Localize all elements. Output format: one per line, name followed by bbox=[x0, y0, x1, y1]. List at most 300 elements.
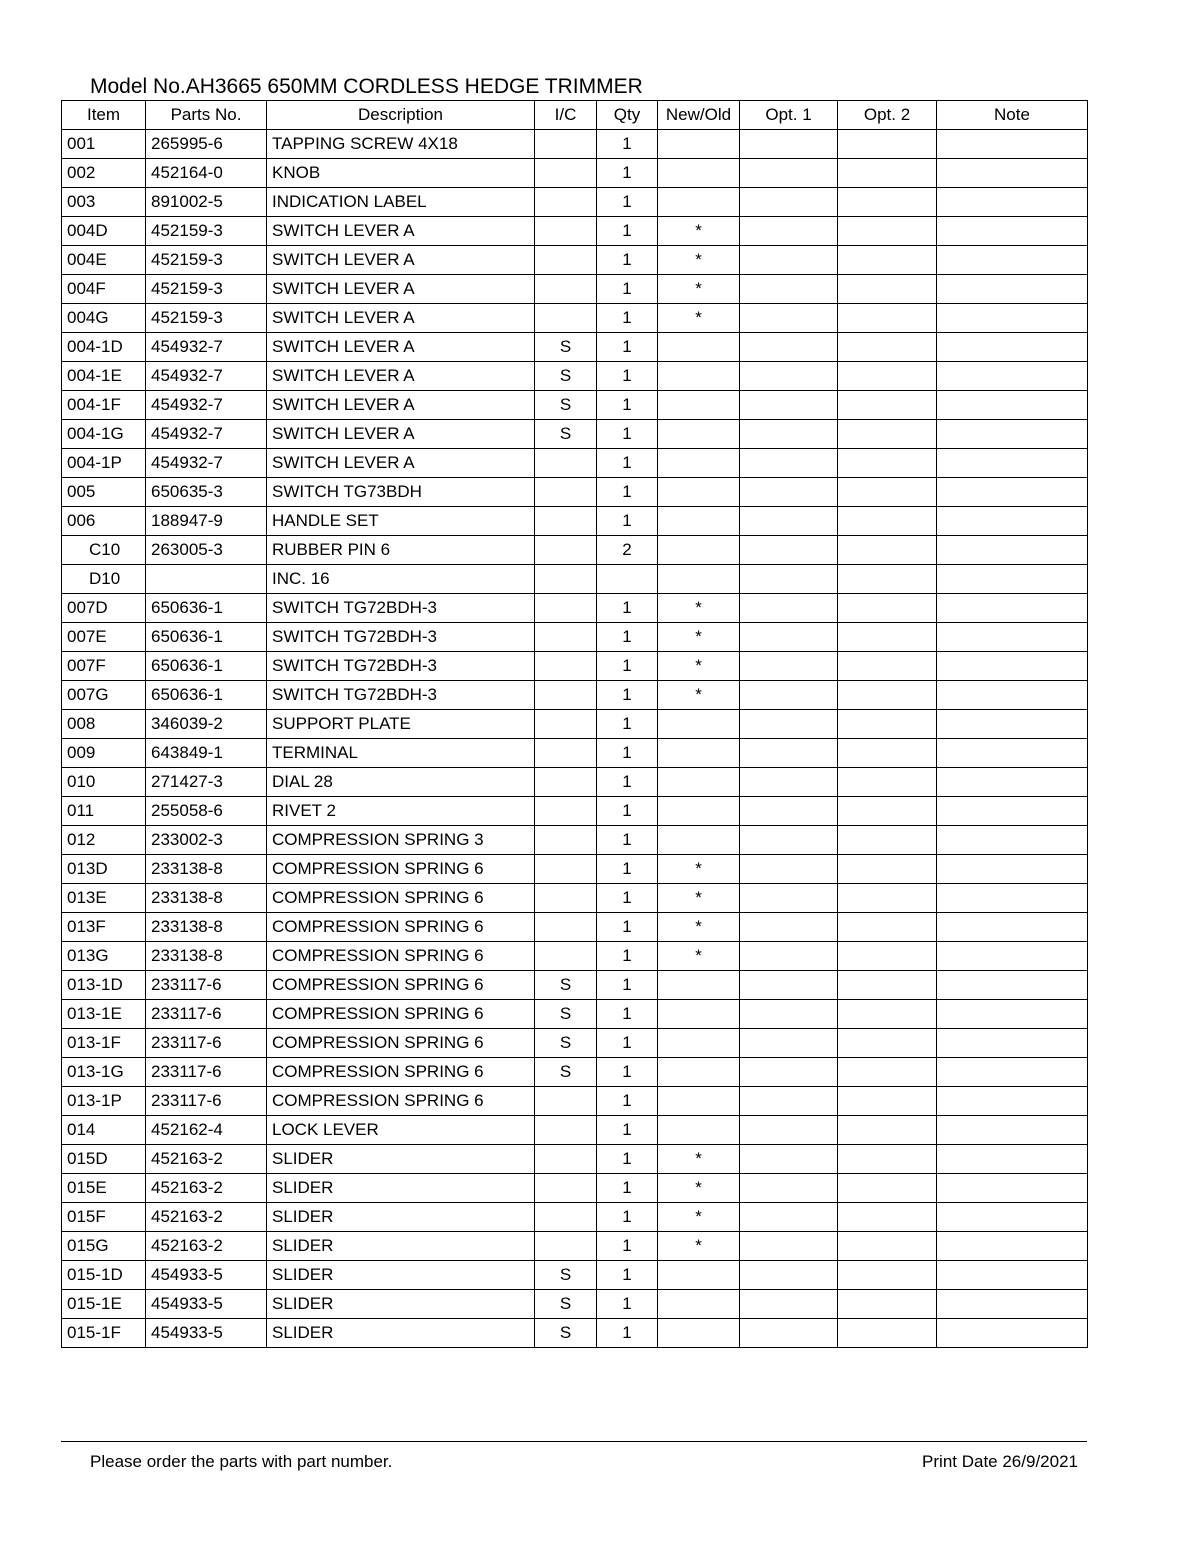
note-cell bbox=[937, 275, 1088, 304]
note-cell bbox=[937, 565, 1088, 594]
note-cell bbox=[937, 536, 1088, 565]
table-row bbox=[62, 826, 1088, 855]
qty-cell: 1 bbox=[597, 652, 658, 681]
qty-cell: 1 bbox=[597, 797, 658, 826]
description-cell: SWITCH LEVER A bbox=[267, 217, 535, 246]
ic-cell bbox=[535, 710, 597, 739]
table-row bbox=[62, 1000, 1088, 1029]
opt1-cell bbox=[740, 1174, 838, 1203]
description-cell: SLIDER bbox=[267, 1290, 535, 1319]
parts-no-cell: 891002-5 bbox=[146, 188, 267, 217]
item-cell: 004-1G bbox=[62, 420, 146, 449]
new-old-cell bbox=[658, 826, 740, 855]
table-row bbox=[62, 652, 1088, 681]
description-cell: SWITCH LEVER A bbox=[267, 304, 535, 333]
ic-cell: S bbox=[535, 333, 597, 362]
opt2-cell bbox=[838, 623, 937, 652]
parts-no-cell: 233138-8 bbox=[146, 855, 267, 884]
item-cell: 004D bbox=[62, 217, 146, 246]
opt2-cell bbox=[838, 1029, 937, 1058]
table-row bbox=[62, 217, 1088, 246]
qty-cell: 1 bbox=[597, 449, 658, 478]
opt1-cell bbox=[740, 1145, 838, 1174]
opt1-cell bbox=[740, 826, 838, 855]
opt2-cell bbox=[838, 246, 937, 275]
opt1-cell bbox=[740, 1087, 838, 1116]
item-cell: 008 bbox=[62, 710, 146, 739]
opt2-cell bbox=[838, 942, 937, 971]
description-cell: SLIDER bbox=[267, 1319, 535, 1348]
item-cell: D10 bbox=[62, 565, 146, 594]
opt2-cell bbox=[838, 449, 937, 478]
note-cell bbox=[937, 1000, 1088, 1029]
description-cell: COMPRESSION SPRING 3 bbox=[267, 826, 535, 855]
qty-cell: 1 bbox=[597, 217, 658, 246]
new-old-cell bbox=[658, 710, 740, 739]
column-header-description: Description bbox=[267, 101, 535, 130]
parts-no-cell: 452159-3 bbox=[146, 275, 267, 304]
parts-no-cell: 233002-3 bbox=[146, 826, 267, 855]
page-title: Model No.AH3665 650MM CORDLESS HEDGE TRIMMER bbox=[90, 75, 643, 98]
parts-no-cell: 255058-6 bbox=[146, 797, 267, 826]
parts-no-cell: 233117-6 bbox=[146, 1000, 267, 1029]
new-old-cell bbox=[658, 1087, 740, 1116]
parts-no-cell: 346039-2 bbox=[146, 710, 267, 739]
note-cell bbox=[937, 681, 1088, 710]
note-cell bbox=[937, 768, 1088, 797]
qty-cell: 1 bbox=[597, 739, 658, 768]
note-cell bbox=[937, 130, 1088, 159]
item-cell: 007G bbox=[62, 681, 146, 710]
ic-cell: S bbox=[535, 1058, 597, 1087]
note-cell bbox=[937, 855, 1088, 884]
qty-cell: 1 bbox=[597, 1319, 658, 1348]
new-old-cell: * bbox=[658, 652, 740, 681]
note-cell bbox=[937, 739, 1088, 768]
item-cell: 013D bbox=[62, 855, 146, 884]
qty-cell: 1 bbox=[597, 391, 658, 420]
note-cell bbox=[937, 159, 1088, 188]
table-row bbox=[62, 1203, 1088, 1232]
ic-cell bbox=[535, 797, 597, 826]
ic-cell bbox=[535, 536, 597, 565]
table-row bbox=[62, 1290, 1088, 1319]
opt2-cell bbox=[838, 188, 937, 217]
new-old-cell: * bbox=[658, 217, 740, 246]
ic-cell: S bbox=[535, 1261, 597, 1290]
table-row bbox=[62, 855, 1088, 884]
opt1-cell bbox=[740, 246, 838, 275]
opt2-cell bbox=[838, 565, 937, 594]
ic-cell bbox=[535, 565, 597, 594]
new-old-cell bbox=[658, 1000, 740, 1029]
opt1-cell bbox=[740, 130, 838, 159]
item-cell: 002 bbox=[62, 159, 146, 188]
qty-cell: 1 bbox=[597, 130, 658, 159]
description-cell: COMPRESSION SPRING 6 bbox=[267, 1058, 535, 1087]
new-old-cell bbox=[658, 391, 740, 420]
table-row bbox=[62, 420, 1088, 449]
qty-cell: 1 bbox=[597, 942, 658, 971]
parts-no-cell: 452163-2 bbox=[146, 1174, 267, 1203]
qty-cell: 1 bbox=[597, 884, 658, 913]
item-cell: 013G bbox=[62, 942, 146, 971]
item-cell: 013-1P bbox=[62, 1087, 146, 1116]
ic-cell bbox=[535, 217, 597, 246]
qty-cell: 1 bbox=[597, 623, 658, 652]
opt2-cell bbox=[838, 478, 937, 507]
description-cell: COMPRESSION SPRING 6 bbox=[267, 942, 535, 971]
ic-cell bbox=[535, 246, 597, 275]
table-row bbox=[62, 1145, 1088, 1174]
item-cell: 013-1F bbox=[62, 1029, 146, 1058]
table-row bbox=[62, 1116, 1088, 1145]
description-cell: SLIDER bbox=[267, 1174, 535, 1203]
opt2-cell bbox=[838, 304, 937, 333]
qty-cell: 1 bbox=[597, 1087, 658, 1116]
opt1-cell bbox=[740, 565, 838, 594]
table-row bbox=[62, 188, 1088, 217]
parts-no-cell: 452159-3 bbox=[146, 246, 267, 275]
new-old-cell bbox=[658, 797, 740, 826]
item-cell: 015-1E bbox=[62, 1290, 146, 1319]
opt1-cell bbox=[740, 739, 838, 768]
note-cell bbox=[937, 362, 1088, 391]
note-cell bbox=[937, 1319, 1088, 1348]
note-cell bbox=[937, 1029, 1088, 1058]
description-cell: SWITCH TG72BDH-3 bbox=[267, 652, 535, 681]
table-row bbox=[62, 246, 1088, 275]
description-cell: SLIDER bbox=[267, 1261, 535, 1290]
new-old-cell bbox=[658, 1029, 740, 1058]
ic-cell bbox=[535, 884, 597, 913]
note-cell bbox=[937, 1058, 1088, 1087]
item-cell: 007E bbox=[62, 623, 146, 652]
ic-cell bbox=[535, 1203, 597, 1232]
opt1-cell bbox=[740, 884, 838, 913]
table-row bbox=[62, 536, 1088, 565]
opt2-cell bbox=[838, 1232, 937, 1261]
opt2-cell bbox=[838, 913, 937, 942]
parts-no-cell: 454933-5 bbox=[146, 1261, 267, 1290]
opt1-cell bbox=[740, 304, 838, 333]
description-cell: SWITCH TG72BDH-3 bbox=[267, 594, 535, 623]
opt1-cell bbox=[740, 1058, 838, 1087]
qty-cell: 1 bbox=[597, 275, 658, 304]
item-cell: 013F bbox=[62, 913, 146, 942]
new-old-cell: * bbox=[658, 246, 740, 275]
qty-cell: 1 bbox=[597, 1000, 658, 1029]
table-row bbox=[62, 768, 1088, 797]
item-cell: 010 bbox=[62, 768, 146, 797]
description-cell: SLIDER bbox=[267, 1232, 535, 1261]
parts-no-cell: 643849-1 bbox=[146, 739, 267, 768]
qty-cell: 1 bbox=[597, 681, 658, 710]
note-cell bbox=[937, 391, 1088, 420]
item-cell: 007D bbox=[62, 594, 146, 623]
note-cell bbox=[937, 333, 1088, 362]
opt1-cell bbox=[740, 333, 838, 362]
column-header-item: Item bbox=[62, 101, 146, 130]
opt2-cell bbox=[838, 681, 937, 710]
opt1-cell bbox=[740, 681, 838, 710]
new-old-cell bbox=[658, 1116, 740, 1145]
new-old-cell: * bbox=[658, 594, 740, 623]
parts-no-cell: 454932-7 bbox=[146, 362, 267, 391]
note-cell bbox=[937, 1261, 1088, 1290]
column-header-note: Note bbox=[937, 101, 1088, 130]
description-cell: SWITCH LEVER A bbox=[267, 449, 535, 478]
parts-no-cell: 233117-6 bbox=[146, 971, 267, 1000]
description-cell: COMPRESSION SPRING 6 bbox=[267, 913, 535, 942]
qty-cell: 1 bbox=[597, 1261, 658, 1290]
note-cell bbox=[937, 826, 1088, 855]
opt2-cell bbox=[838, 1116, 937, 1145]
opt2-cell bbox=[838, 884, 937, 913]
new-old-cell: * bbox=[658, 623, 740, 652]
parts-no-cell: 188947-9 bbox=[146, 507, 267, 536]
item-cell: 015F bbox=[62, 1203, 146, 1232]
opt2-cell bbox=[838, 826, 937, 855]
item-cell: 009 bbox=[62, 739, 146, 768]
ic-cell bbox=[535, 913, 597, 942]
footer-divider bbox=[61, 1441, 1087, 1442]
note-cell bbox=[937, 913, 1088, 942]
description-cell: SWITCH TG72BDH-3 bbox=[267, 681, 535, 710]
new-old-cell: * bbox=[658, 1232, 740, 1261]
opt1-cell bbox=[740, 1116, 838, 1145]
item-cell: 015G bbox=[62, 1232, 146, 1261]
new-old-cell: * bbox=[658, 681, 740, 710]
note-cell bbox=[937, 478, 1088, 507]
description-cell: SWITCH LEVER A bbox=[267, 391, 535, 420]
table-row bbox=[62, 1232, 1088, 1261]
column-header-qty: Qty bbox=[597, 101, 658, 130]
opt1-cell bbox=[740, 623, 838, 652]
parts-no-cell: 452162-4 bbox=[146, 1116, 267, 1145]
opt2-cell bbox=[838, 275, 937, 304]
description-cell: TERMINAL bbox=[267, 739, 535, 768]
note-cell bbox=[937, 420, 1088, 449]
note-cell bbox=[937, 449, 1088, 478]
column-header-opt2: Opt. 2 bbox=[838, 101, 937, 130]
item-cell: 003 bbox=[62, 188, 146, 217]
item-cell: 012 bbox=[62, 826, 146, 855]
note-cell bbox=[937, 884, 1088, 913]
parts-no-cell: 233138-8 bbox=[146, 913, 267, 942]
opt1-cell bbox=[740, 1290, 838, 1319]
qty-cell: 1 bbox=[597, 188, 658, 217]
opt1-cell bbox=[740, 1029, 838, 1058]
parts-no-cell: 452159-3 bbox=[146, 304, 267, 333]
ic-cell: S bbox=[535, 1319, 597, 1348]
ic-cell bbox=[535, 652, 597, 681]
item-cell: C10 bbox=[62, 536, 146, 565]
item-cell: 004-1D bbox=[62, 333, 146, 362]
parts-no-cell: 233138-8 bbox=[146, 884, 267, 913]
parts-no-cell: 233117-6 bbox=[146, 1087, 267, 1116]
qty-cell: 1 bbox=[597, 1116, 658, 1145]
item-cell: 013E bbox=[62, 884, 146, 913]
note-cell bbox=[937, 217, 1088, 246]
note-cell bbox=[937, 1174, 1088, 1203]
new-old-cell bbox=[658, 449, 740, 478]
opt1-cell bbox=[740, 942, 838, 971]
ic-cell bbox=[535, 449, 597, 478]
ic-cell bbox=[535, 275, 597, 304]
item-cell: 004F bbox=[62, 275, 146, 304]
note-cell bbox=[937, 1232, 1088, 1261]
footer-print-date: Print Date 26/9/2021 bbox=[922, 1452, 1078, 1471]
description-cell: HANDLE SET bbox=[267, 507, 535, 536]
table-row bbox=[62, 333, 1088, 362]
opt2-cell bbox=[838, 1058, 937, 1087]
item-cell: 001 bbox=[62, 130, 146, 159]
parts-table bbox=[61, 100, 1088, 1348]
description-cell: RUBBER PIN 6 bbox=[267, 536, 535, 565]
table-row bbox=[62, 623, 1088, 652]
opt2-cell bbox=[838, 1087, 937, 1116]
parts-no-cell: 650636-1 bbox=[146, 681, 267, 710]
note-cell bbox=[937, 797, 1088, 826]
opt2-cell bbox=[838, 768, 937, 797]
ic-cell bbox=[535, 1116, 597, 1145]
opt1-cell bbox=[740, 710, 838, 739]
new-old-cell bbox=[658, 507, 740, 536]
parts-no-cell: 452163-2 bbox=[146, 1203, 267, 1232]
opt1-cell bbox=[740, 797, 838, 826]
opt1-cell bbox=[740, 536, 838, 565]
item-cell: 015-1F bbox=[62, 1319, 146, 1348]
note-cell bbox=[937, 246, 1088, 275]
opt1-cell bbox=[740, 217, 838, 246]
item-cell: 004-1F bbox=[62, 391, 146, 420]
new-old-cell: * bbox=[658, 855, 740, 884]
parts-no-cell: 454932-7 bbox=[146, 333, 267, 362]
opt1-cell bbox=[740, 1319, 838, 1348]
item-cell: 014 bbox=[62, 1116, 146, 1145]
new-old-cell: * bbox=[658, 913, 740, 942]
opt2-cell bbox=[838, 1174, 937, 1203]
table-row bbox=[62, 449, 1088, 478]
description-cell: SWITCH LEVER A bbox=[267, 333, 535, 362]
new-old-cell bbox=[658, 565, 740, 594]
description-cell: COMPRESSION SPRING 6 bbox=[267, 884, 535, 913]
item-cell: 004G bbox=[62, 304, 146, 333]
opt1-cell bbox=[740, 1203, 838, 1232]
description-cell: SWITCH LEVER A bbox=[267, 362, 535, 391]
ic-cell bbox=[535, 826, 597, 855]
note-cell bbox=[937, 652, 1088, 681]
new-old-cell bbox=[658, 188, 740, 217]
note-cell bbox=[937, 188, 1088, 217]
description-cell: LOCK LEVER bbox=[267, 1116, 535, 1145]
parts-no-cell: 454932-7 bbox=[146, 449, 267, 478]
opt2-cell bbox=[838, 594, 937, 623]
opt2-cell bbox=[838, 1261, 937, 1290]
table-row bbox=[62, 304, 1088, 333]
new-old-cell: * bbox=[658, 884, 740, 913]
table-row bbox=[62, 884, 1088, 913]
opt2-cell bbox=[838, 217, 937, 246]
footer-order-note: Please order the parts with part number. bbox=[90, 1452, 393, 1471]
parts-no-cell: 454933-5 bbox=[146, 1290, 267, 1319]
new-old-cell bbox=[658, 1319, 740, 1348]
new-old-cell bbox=[658, 130, 740, 159]
table-row bbox=[62, 362, 1088, 391]
qty-cell bbox=[597, 565, 658, 594]
ic-cell bbox=[535, 188, 597, 217]
opt2-cell bbox=[838, 1203, 937, 1232]
table-row bbox=[62, 681, 1088, 710]
ic-cell bbox=[535, 594, 597, 623]
new-old-cell bbox=[658, 333, 740, 362]
item-cell: 011 bbox=[62, 797, 146, 826]
opt1-cell bbox=[740, 362, 838, 391]
new-old-cell bbox=[658, 1290, 740, 1319]
description-cell: DIAL 28 bbox=[267, 768, 535, 797]
item-cell: 005 bbox=[62, 478, 146, 507]
description-cell: TAPPING SCREW 4X18 bbox=[267, 130, 535, 159]
ic-cell bbox=[535, 130, 597, 159]
ic-cell bbox=[535, 942, 597, 971]
table-row bbox=[62, 130, 1088, 159]
column-header-ic: I/C bbox=[535, 101, 597, 130]
description-cell: SWITCH LEVER A bbox=[267, 246, 535, 275]
ic-cell: S bbox=[535, 971, 597, 1000]
item-cell: 004E bbox=[62, 246, 146, 275]
item-cell: 015-1D bbox=[62, 1261, 146, 1290]
opt2-cell bbox=[838, 159, 937, 188]
ic-cell bbox=[535, 855, 597, 884]
table-row bbox=[62, 797, 1088, 826]
new-old-cell bbox=[658, 739, 740, 768]
opt2-cell bbox=[838, 420, 937, 449]
opt2-cell bbox=[838, 130, 937, 159]
opt1-cell bbox=[740, 594, 838, 623]
opt1-cell bbox=[740, 159, 838, 188]
parts-no-cell: 233138-8 bbox=[146, 942, 267, 971]
description-cell: COMPRESSION SPRING 6 bbox=[267, 1029, 535, 1058]
qty-cell: 1 bbox=[597, 159, 658, 188]
note-cell bbox=[937, 304, 1088, 333]
ic-cell bbox=[535, 1087, 597, 1116]
table-row bbox=[62, 1174, 1088, 1203]
opt1-cell bbox=[740, 768, 838, 797]
table-row bbox=[62, 159, 1088, 188]
opt1-cell bbox=[740, 449, 838, 478]
ic-cell bbox=[535, 1232, 597, 1261]
parts-no-cell: 263005-3 bbox=[146, 536, 267, 565]
opt2-cell bbox=[838, 1145, 937, 1174]
qty-cell: 1 bbox=[597, 1058, 658, 1087]
opt2-cell bbox=[838, 1290, 937, 1319]
opt1-cell bbox=[740, 1000, 838, 1029]
note-cell bbox=[937, 623, 1088, 652]
opt2-cell bbox=[838, 739, 937, 768]
qty-cell: 1 bbox=[597, 478, 658, 507]
description-cell: SLIDER bbox=[267, 1145, 535, 1174]
ic-cell bbox=[535, 768, 597, 797]
description-cell: COMPRESSION SPRING 6 bbox=[267, 971, 535, 1000]
ic-cell bbox=[535, 478, 597, 507]
opt1-cell bbox=[740, 478, 838, 507]
item-cell: 006 bbox=[62, 507, 146, 536]
new-old-cell bbox=[658, 768, 740, 797]
table-row bbox=[62, 391, 1088, 420]
description-cell: SUPPORT PLATE bbox=[267, 710, 535, 739]
opt2-cell bbox=[838, 333, 937, 362]
